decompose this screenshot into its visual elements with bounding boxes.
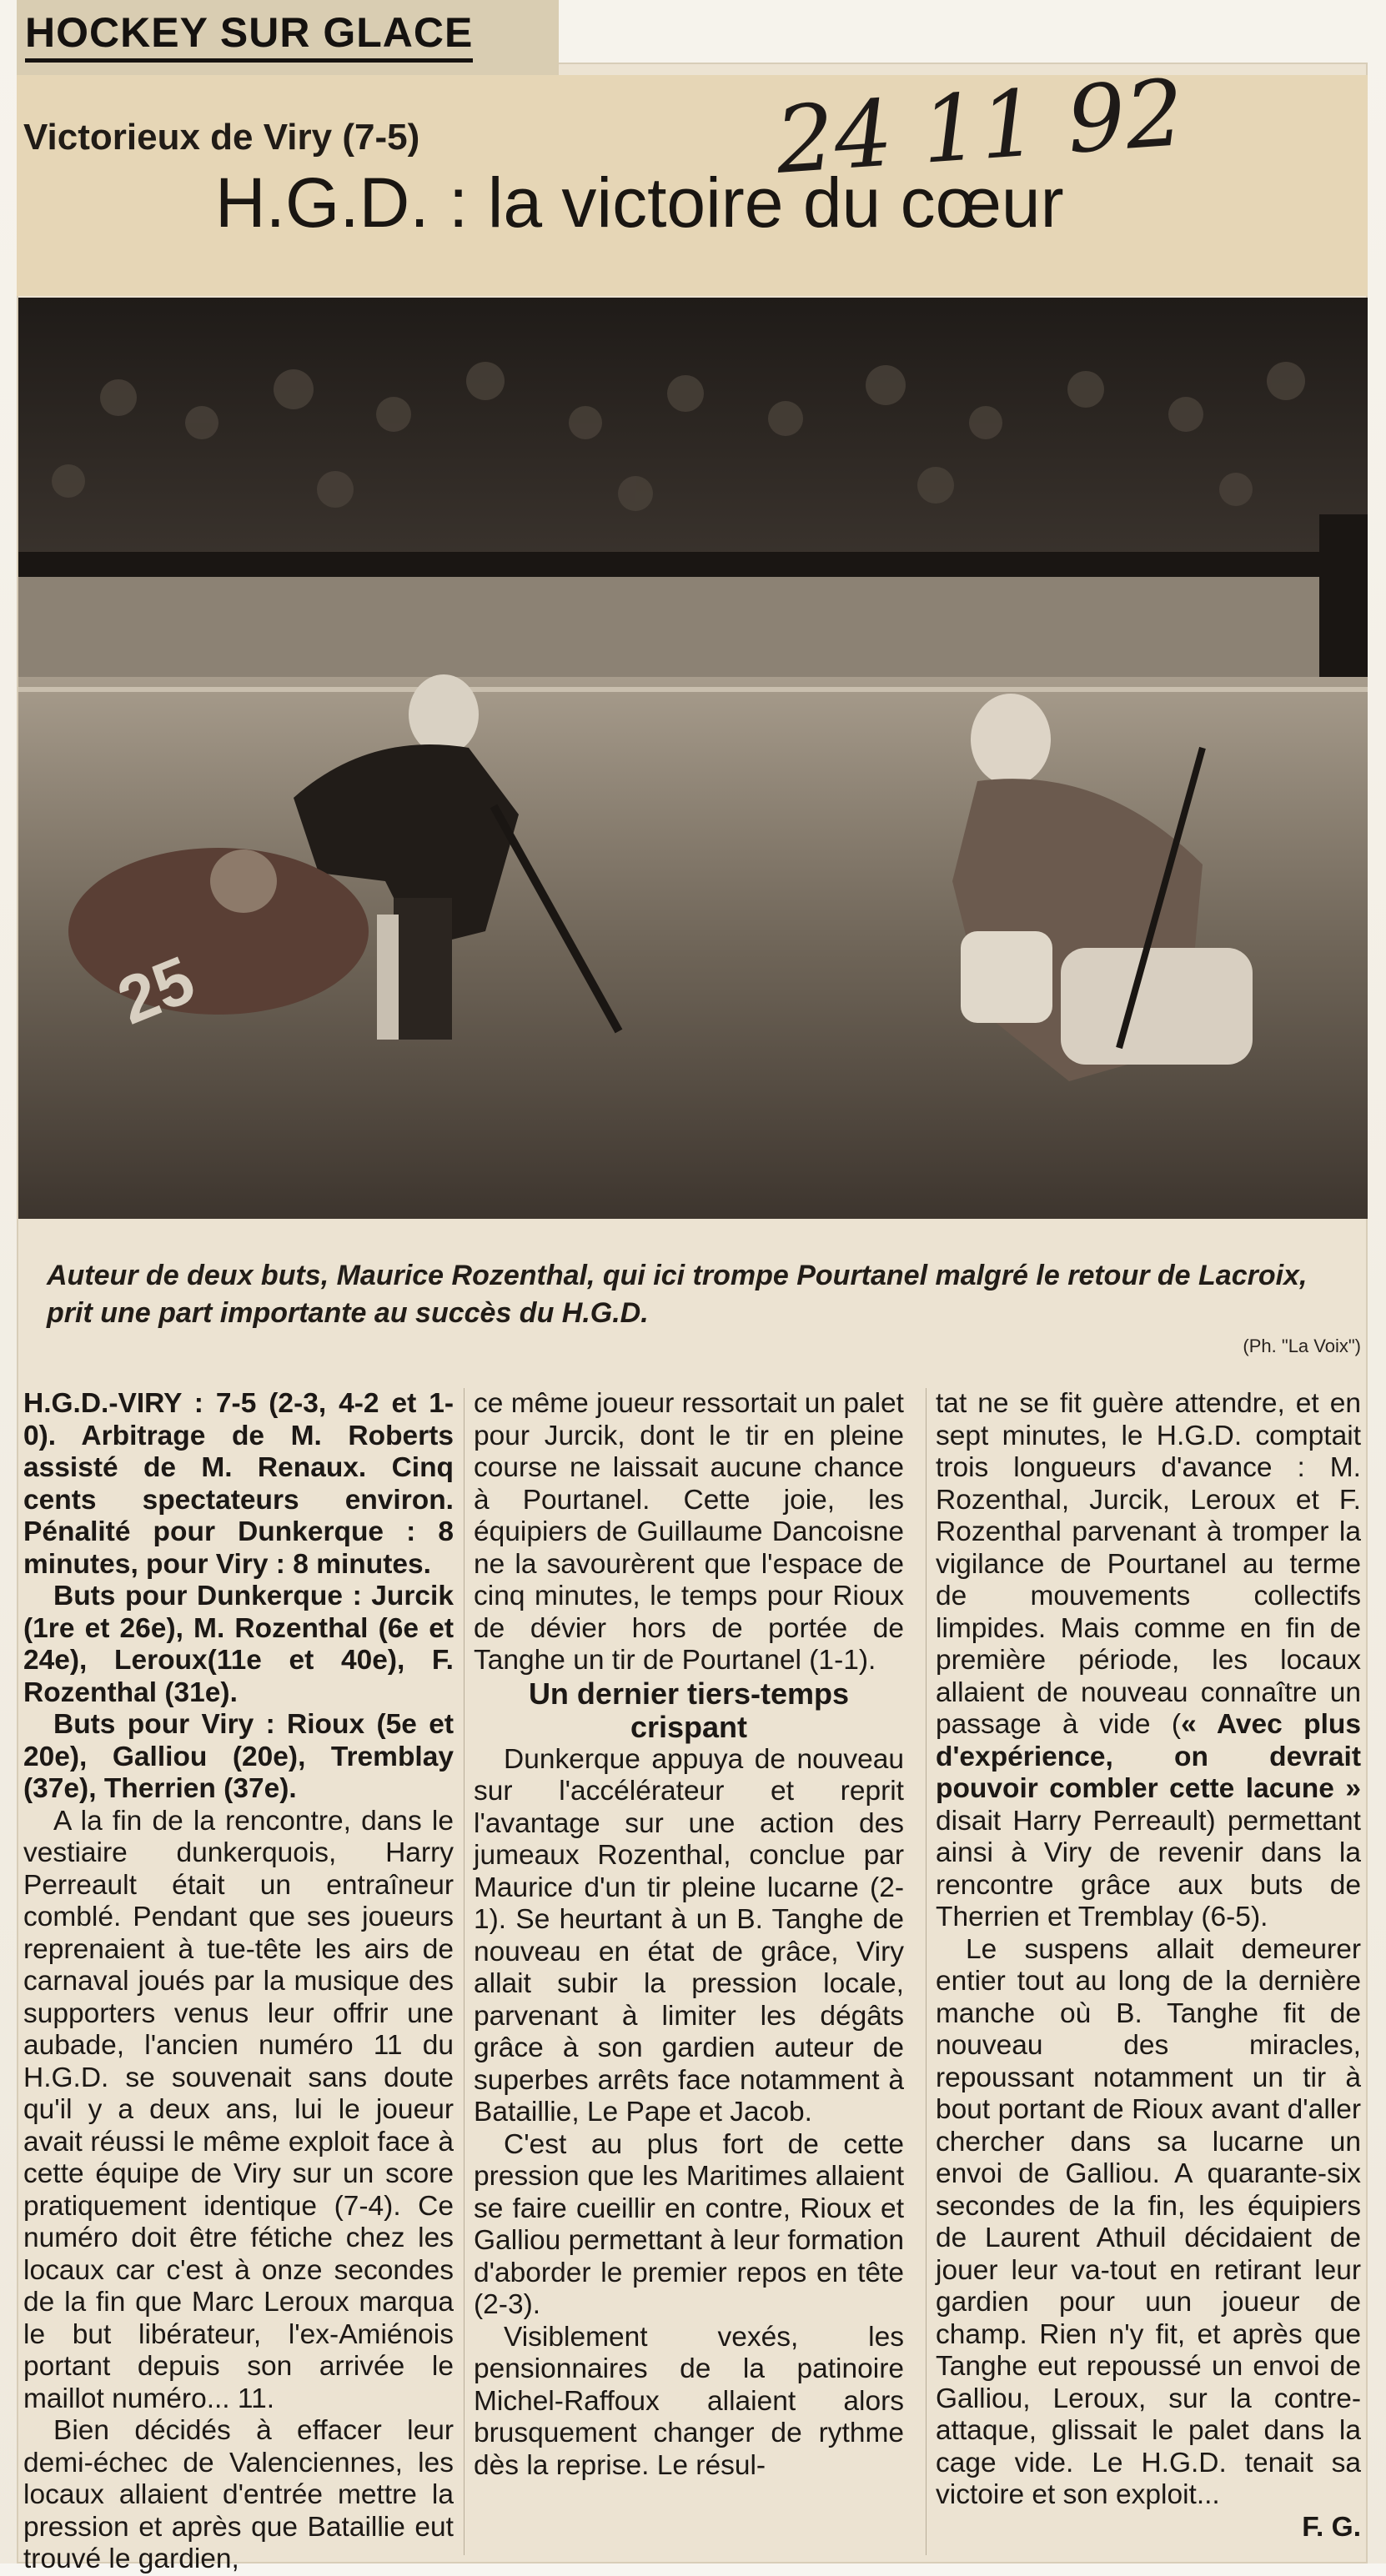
column-rule xyxy=(926,1388,927,2555)
column-rule xyxy=(464,1388,465,2555)
coach-quote: « Avec plus d'expérience, on devrait pouvoir combler cette lacune » xyxy=(936,1709,1361,1804)
photo-caption: Auteur de deux buts, Maurice Rozenthal, qui ici trompe Pourtanel malgré le retour de Lacroix, prit une part importante au succès du H.G.D. xyxy=(47,1260,1308,1329)
match-summary: H.G.D.-VIRY : 7-5 (2-3, 4-2 et 1-0). Arbitrage de M. Roberts assisté de M. Renaux. Cinq cents spectateurs environ. Pénalité pour Dunkerque : 8 minutes, pour Viry : 8 minutes. xyxy=(23,1388,454,1580)
article-paragraph xyxy=(936,1388,1361,1934)
article-paragraph: Dunkerque appuya de nouveau sur l'accélérateur et reprit l'avantage sur une action des jumeaux Rozenthal, conclue par Maurice d'un tir pleine lucarne (2-1). Se heurtant à un B. Tanghe de nouveau en état de grâce, Viry allait subir la pression locale, parvenant à limiter les dégâts grâce à son gardien auteur de superbes arrêts face notamment à Bataillie, Le Pape et Jacob. xyxy=(474,1743,904,2127)
paragraph-text: disait Harry Perreault) permettant ainsi à Viry de revenir dans la rencontre grâce aux buts de Therrien et Tremblay (6-5). xyxy=(936,1805,1361,1932)
goals-viry: Buts pour Viry : Rioux (5e et 20e), Galliou (20e), Tremblay (37e), Therrien (37e). xyxy=(23,1709,454,1804)
article-paragraph: Visiblement vexés, les pensionnaires de la patinoire Michel-Raffoux allaient alors brusquement changer de rythme dès la reprise. Le résul- xyxy=(474,2321,904,2481)
section-rubric: HOCKEY SUR GLACE xyxy=(25,8,473,63)
article-paragraph: ce même joueur ressortait un palet pour Jurcik, dont le tir en pleine course ne laissait aucune chance à Pourtanel. Cette joie, les équipiers de Guillaume Dancoisne ne la savourèrent que l'espace de cinq minutes, le temps pour Rioux de dévier hors de portée de Tanghe un tir de Pourtanel (1-1). xyxy=(474,1388,904,1676)
article-paragraph: C'est au plus fort de cette pression que les Maritimes allaient se faire cueillir en contre, Rioux et Galliou permettant à leur formation d'aborder le premier repos en tête (2-3). xyxy=(474,2128,904,2320)
article-paragraph: Bien décidés à effacer leur demi-échec de Valenciennes, les locaux allaient d'entrée mettre la pression et après que Bataillie eut trouvé le gardien, xyxy=(23,2415,454,2574)
hockey-photo-illustration xyxy=(18,298,1368,1219)
article-column-1 xyxy=(23,1388,454,2576)
photo-credit: (Ph. "La Voix") xyxy=(1243,1336,1361,1356)
subheading: Un dernier tiers-temps crispant xyxy=(528,1676,850,1744)
match-photo xyxy=(18,298,1368,1219)
jersey-number: 25 xyxy=(108,941,205,1039)
paragraph-text: tat ne se fit guère attendre, et en sept minutes, le H.G.D. comptait trois longueurs d'avance : M. Rozenthal, Jurcik, Leroux et F. Rozenthal parvenant à tromper la vigilance de Pourtanel au terme de mouvements collectifs limpides. Mais comme en fin de première période, les locaux allaient de nouveau connaître un passage à vide ( xyxy=(936,1388,1361,1740)
headline: H.G.D. : la victoire du cœur xyxy=(215,163,1064,242)
article-column-2 xyxy=(474,1388,904,2482)
kicker: Victorieux de Viry (7-5) xyxy=(23,117,420,158)
handwritten-date: 24 11 92 xyxy=(772,59,1188,194)
article-column-3 xyxy=(936,1388,1361,2543)
article-paragraph: A la fin de la rencontre, dans le vestiaire dunkerquois, Harry Perreault était un entraîneur comblé. Pendant que ses joueurs reprenaient à tue-tête les airs de carnaval joués par la musique des supporters venus leur offrir une aubade, l'ancien numéro 11 du H.G.D. se souvenait sans doute qu'il y a deux ans, lui le joueur avait réussi le même exploit face à cette équipe de Viry sur un score pratiquement identique (7-4). Ce numéro doit être fétiche chez les locaux car c'est à onze secondes de la fin que Marc Leroux marqua le but libérateur, l'ex-Amiénois portant depuis son arrivée le maillot numéro... 11. xyxy=(23,1805,454,2414)
author-signature: F. G. xyxy=(1302,2511,1361,2543)
goals-dunkerque: Buts pour Dunkerque : Jurcik (1re et 26e), M. Rozenthal (6e et 24e), Leroux(11e et 40e), F. Rozenthal (31e). xyxy=(23,1581,454,1708)
article-paragraph: Le suspens allait demeurer entier tout au long de la dernière manche où B. Tanghe fit de nouveau des miracles, repoussant notamment un tir à bout portant de Rioux avant d'aller chercher dans sa lucarne un envoi de Galliou. A quarante-six secondes de la fin, les équipiers de Laurent Athuil décidaient de jouer leur va-tout en retirant leur gardien pour uun joueur de champ. Rien n'y fit, et après que Tanghe eut repoussé un envoi de Galliou, Leroux, sur la contre-attaque, glissait le palet dans la cage vide. Le H.G.D. tenait sa victoire et son exploit... xyxy=(936,1933,1361,2510)
